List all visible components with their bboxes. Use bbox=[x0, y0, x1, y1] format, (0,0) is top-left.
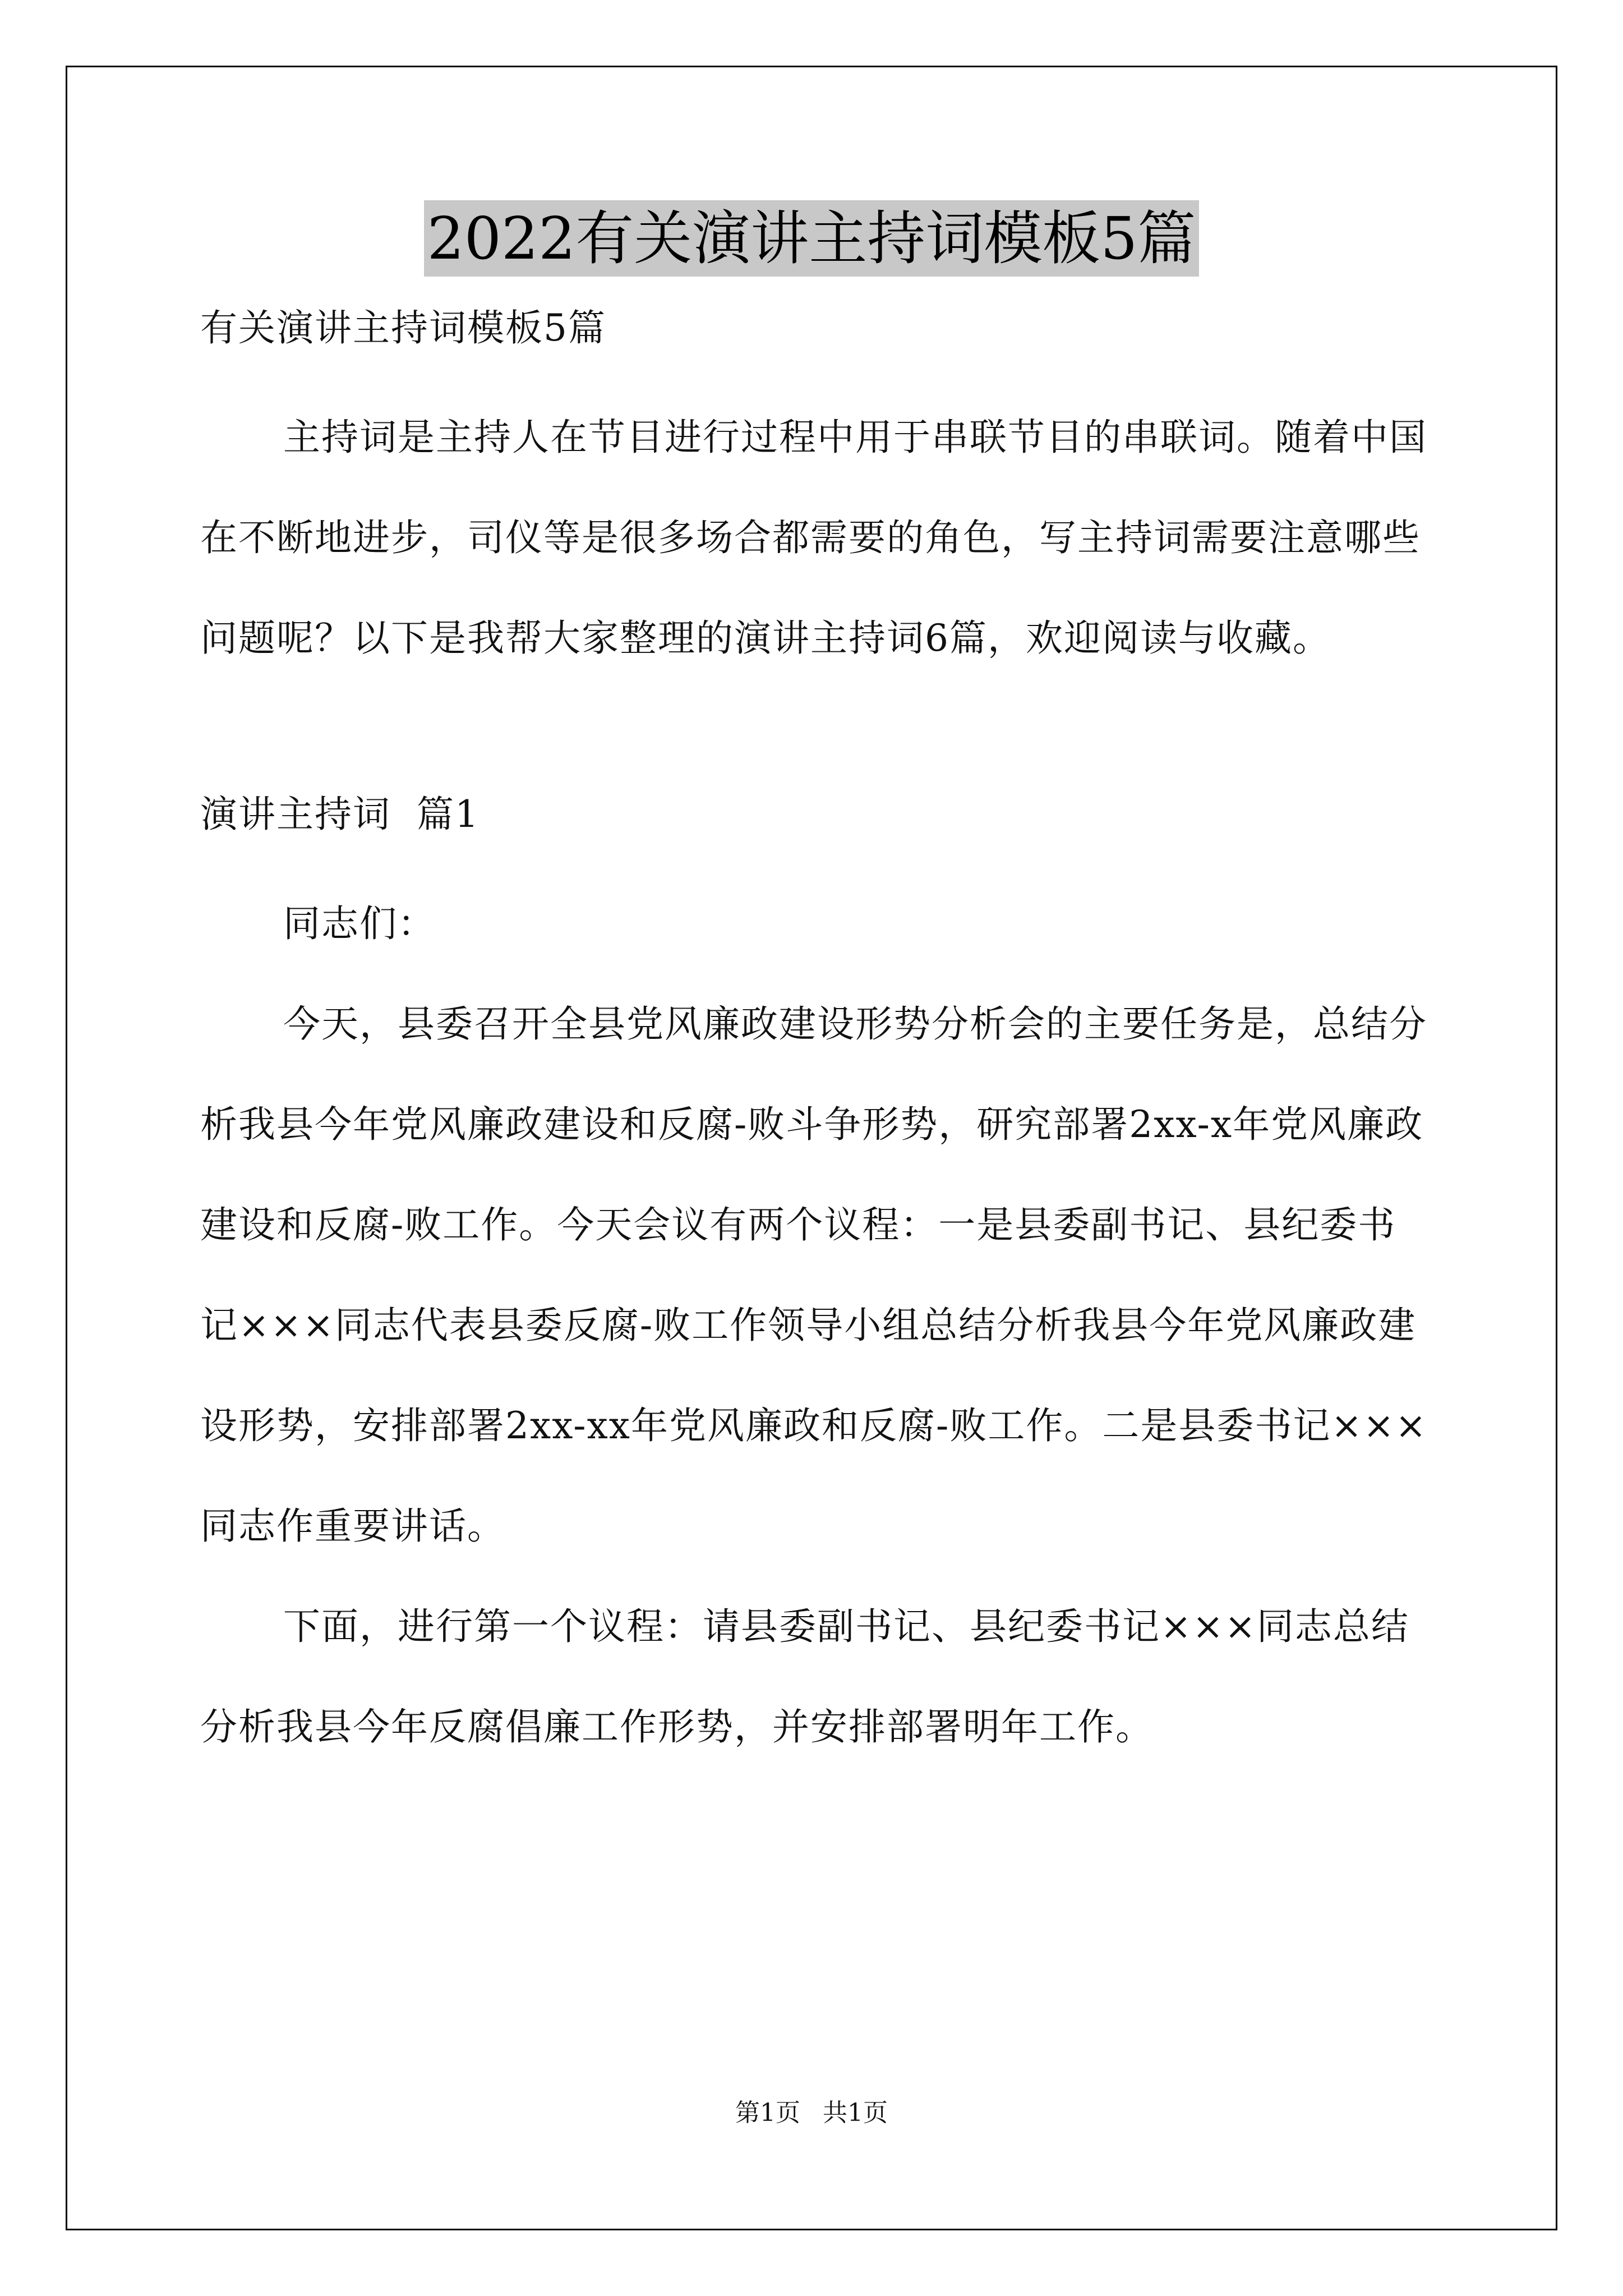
document-body bbox=[200, 303, 1434, 1777]
document-subtitle: 有关演讲主持词模板5篇 bbox=[200, 306, 606, 349]
section-heading: 演讲主持词 篇1 bbox=[200, 793, 479, 836]
page-number: 第1页 bbox=[735, 2099, 800, 2127]
greeting: 同志们： bbox=[283, 902, 436, 945]
intro-paragraph: 主持词是主持人在节目进行过程中用于串联节目的串联词。随着中国在不断地进步，司仪等是很多场合都需要的角色，写主持词需要注意哪些问题呢？以下是我帮大家整理的演讲主持词6篇，欢迎阅读与收藏。 bbox=[200, 416, 1427, 660]
body-paragraph-2: 下面，进行第一个议程：请县委副书记、县纪委书记×××同志总结分析我县今年反腐倡廉工作形势，并安排部署明年工作。 bbox=[200, 1605, 1409, 1749]
document-title: 2022有关演讲主持词模板5篇 bbox=[424, 200, 1200, 277]
page-total: 共1页 bbox=[823, 2099, 888, 2127]
page-footer bbox=[0, 2092, 1623, 2128]
title-container bbox=[0, 200, 1623, 277]
body-paragraph-1: 今天，县委召开全县党风廉政建设形势分析会的主要任务是，总结分析我县今年党风廉政建设和反腐-败斗争形势，研究部署2xx-x年党风廉政建设和反腐-败工作。今天会议有两个议程：一是县委副书记、县纪委书记×××同志代表县委反腐-败工作领导小组总结分析我县今年党风廉政建设形势，安排部署2xx-xx年党风廉政和反腐-败工作。二是县委书记×××同志作重要讲话。 bbox=[200, 1002, 1428, 1548]
